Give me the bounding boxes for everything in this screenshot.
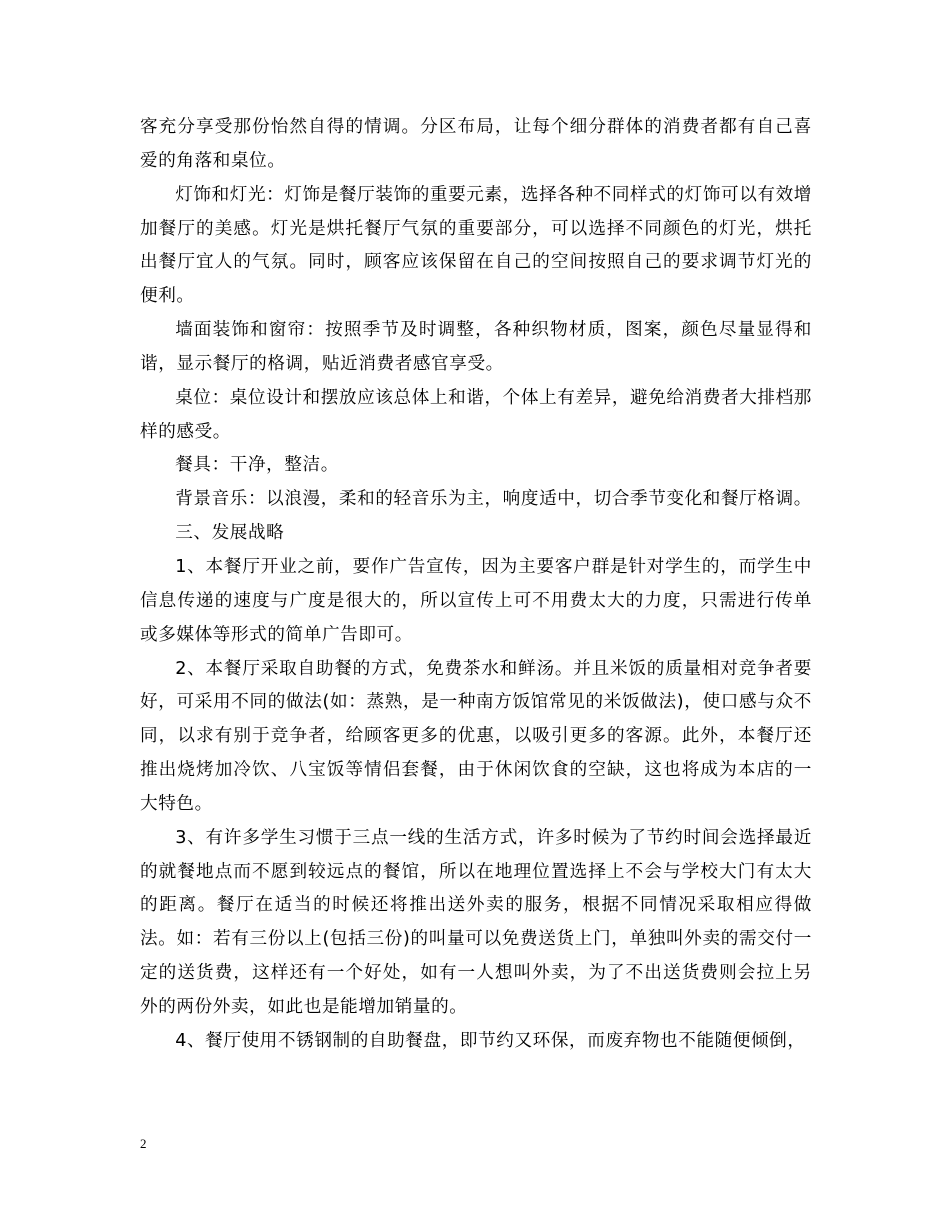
section-heading-strategy: 三、发展战略: [175, 523, 285, 544]
paragraph-strategy-3: 3、有许多学生习惯于三点一线的生活方式，许多时候为了节约时间会选择最近的就餐地点而不愿到较远点的餐馆，所以在地理位置选择上不会与学校大门有太大的距离。餐厅在适当的时候还将推出送外卖的服务，根据不同情况采取相应得做法。如：若有三份以上(包括三份)的叫量可以免费送货上门，单独叫外卖的需交付一定的送货费，这样还有一个好处，如有一人想叫外卖，为了不出送货费则会拉上另外的两份外卖，如此也是能增加销量的。: [140, 827, 812, 1017]
paragraph-background-music: 背景音乐：以浪漫，柔和的轻音乐为主，响度适中，切合季节变化和餐厅格调。: [175, 489, 812, 510]
paragraph-wall-curtains: 墙面装饰和窗帘：按照季节及时调整，各种织物材质，图案，颜色尽量显得和谐，显示餐厅的格调，贴近消费者感官享受。: [140, 320, 812, 374]
page-number: 2: [140, 1136, 147, 1151]
paragraph-strategy-4: 4、餐厅使用不锈钢制的自助餐盘，即节约又环保，而废弃物也不能随便倾倒，: [175, 1030, 806, 1051]
document-body: [140, 111, 812, 1059]
paragraph-strategy-2: 2、本餐厅采取自助餐的方式，免费茶水和鲜汤。并且米饭的质量相对竞争者要好，可采用不同的做法(如：蒸熟，是一种南方饭馆常见的米饭做法)，使口感与众不同，以求有别于竞争者，给顾客更多的优惠，以吸引更多的客源。此外，本餐厅还推出烧烤加冷饮、八宝饭等情侣套餐，由于休闲饮食的空缺，这也将成为本店的一大特色。: [140, 658, 812, 814]
paragraph-strategy-1: 1、本餐厅开业之前，要作广告宣传，因为主要客户群是针对学生的，而学生中信息传递的速度与广度是很大的，所以宣传上可不用费太大的力度，只需进行传单或多媒体等形式的简单广告即可。: [140, 556, 812, 645]
paragraph-tableware: 餐具：干净，整洁。: [175, 455, 339, 476]
paragraph-lighting: 灯饰和灯光：灯饰是餐厅装饰的重要元素，选择各种不同样式的灯饰可以有效增加餐厅的美感。灯光是烘托餐厅气氛的重要部分，可以选择不同颜色的灯光，烘托出餐厅宜人的气氛。同时，顾客应该保留在自己的空间按照自己的要求调节灯光的便利。: [140, 184, 812, 307]
paragraph-tables: 桌位：桌位设计和摆放应该总体上和谐，个体上有差异，避免给消费者大排档那样的感受。: [140, 387, 812, 442]
paragraph-seating-layout: 客充分享受那份怡然自得的情调。分区布局，让每个细分群体的消费者都有自己喜爱的角落和桌位。: [140, 117, 812, 171]
